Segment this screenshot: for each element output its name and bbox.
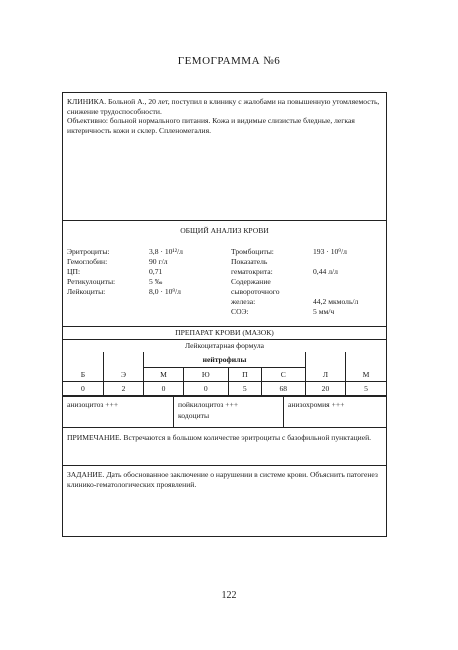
column-header: Б <box>63 368 103 382</box>
cbc-right-label: Содержание <box>231 277 271 286</box>
cbc-right-label: сывороточного <box>231 287 280 296</box>
task-section: ЗАДАНИЕ. Дать обоснованное заключение о нарушении в системе крови. Объяснить патогенез клинико-гематологических проявлений. <box>67 470 378 489</box>
column-header: П <box>228 368 261 382</box>
neutrophils-header: нейтрофилы <box>144 352 306 368</box>
cbc-section <box>63 221 386 327</box>
poikilocytosis: пойкилоцитоз +++ <box>178 400 239 409</box>
column-header: Ю <box>183 368 228 382</box>
anisocytosis: анизоцитоз +++ <box>67 400 119 409</box>
page-title: ГЕМОГРАММА №6 <box>177 55 281 67</box>
column-header: С <box>261 368 305 382</box>
column-header: Э <box>103 368 143 382</box>
formula-value: 5 <box>228 382 261 396</box>
formula-value: 0 <box>144 382 184 396</box>
cbc-right-value: 5 мм/ч <box>313 307 335 316</box>
cbc-right-value: 44,2 мкмоль/л <box>313 297 359 306</box>
cbc-left-label: Ретикулоциты: <box>67 277 116 286</box>
hemogram-card <box>62 92 387 537</box>
cbc-left-value: 8,0 · 10⁹/л <box>149 287 181 296</box>
formula-value: 0 <box>183 382 228 396</box>
clinic-section <box>63 93 386 221</box>
cbc-left-value: 3,8 · 10¹²/л <box>149 247 183 256</box>
cbc-title: ОБЩИЙ АНАЛИЗ КРОВИ <box>180 226 269 235</box>
leukocyte-formula-table <box>63 352 386 396</box>
anisochromia: анизохромия +++ <box>283 397 386 427</box>
formula-value: 68 <box>261 382 305 396</box>
cbc-right-value: 193 · 10⁹/л <box>313 247 347 256</box>
cbc-right-label: гематокрита: <box>231 267 273 276</box>
column-header: М <box>144 368 184 382</box>
formula-value: 2 <box>103 382 143 396</box>
cbc-right-label: СОЭ: <box>231 307 249 316</box>
cbc-right-label: Показатель <box>231 257 268 266</box>
cbc-left-label: ЦП: <box>67 267 81 276</box>
column-header: Л <box>305 368 345 382</box>
cbc-right-label: железа: <box>231 297 256 306</box>
cbc-right-label: Тромбоциты: <box>231 247 274 256</box>
cbc-left-value: 90 г/л <box>149 257 168 266</box>
smear-section <box>63 327 386 428</box>
cbc-left-value: 0,71 <box>149 267 163 276</box>
codocytes: кодоциты <box>178 411 210 420</box>
note-section: ПРИМЕЧАНИЕ. Встречаются в большом количестве эритроциты с базофильной пунктацией. <box>63 428 386 466</box>
morphology-row <box>63 396 386 427</box>
page-number: 122 <box>221 590 237 601</box>
formula-value: 5 <box>346 382 386 396</box>
formula-value: 0 <box>63 382 103 396</box>
formula-title: Лейкоцитарная формула <box>185 341 264 350</box>
clinic-complaints: КЛИНИКА. Больной А., 20 лет, поступил в клинику с жалобами на повышенную утомляемость, снижение трудоспособности. <box>67 97 380 116</box>
poikilocytosis-cell <box>173 397 283 427</box>
cbc-left-label: Гемоглобин: <box>67 257 108 266</box>
formula-value: 20 <box>305 382 345 396</box>
cbc-left-label: Лейкоциты: <box>67 287 106 296</box>
clinic-objective: Объективно: больной нормального питания. Кожа и видимые слизистые бледные, легкая иктеричность кожи и склер. Спленомегалия. <box>67 116 355 135</box>
cbc-left-value: 5 ‰ <box>149 277 163 286</box>
smear-title: ПРЕПАРАТ КРОВИ (МАЗОК) <box>63 327 386 340</box>
cbc-right-value: 0,44 л/л <box>313 267 338 276</box>
cbc-left-label: Эритроциты: <box>67 247 110 256</box>
column-header: М <box>346 368 386 382</box>
